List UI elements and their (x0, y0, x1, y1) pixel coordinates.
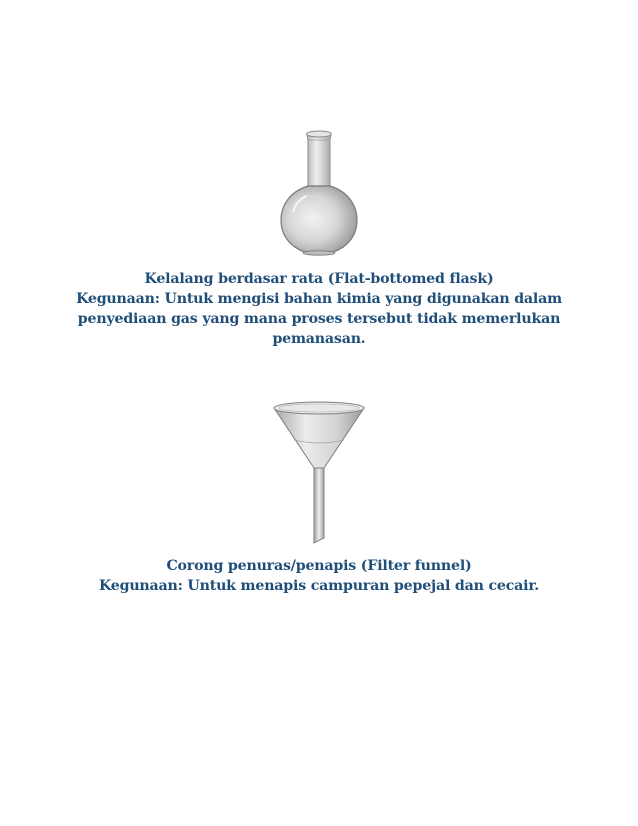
funnel-usage-line-1: Kegunaan: Untuk menapis campuran pepejal dan cecair. (98, 578, 540, 594)
filter-funnel-icon (264, 398, 374, 548)
flask-title: Kelalang berdasar rata (Flat-bottomed flask) (144, 271, 494, 287)
flask-usage-line-2: penyediaan gas yang mana proses tersebut tidak memerlukan (77, 311, 561, 327)
funnel-figure (0, 398, 638, 548)
flask-usage-line-3: pemanasan. (272, 331, 366, 347)
flask-figure (0, 128, 638, 258)
flask-usage-line-1: Kegunaan: Untuk mengisi bahan kimia yang digunakan dalam (76, 291, 562, 307)
funnel-title: Corong penuras/penapis (Filter funnel) (166, 558, 472, 574)
flat-bottomed-flask-icon (269, 128, 369, 258)
flask-caption (0, 269, 638, 349)
funnel-caption (0, 556, 638, 596)
